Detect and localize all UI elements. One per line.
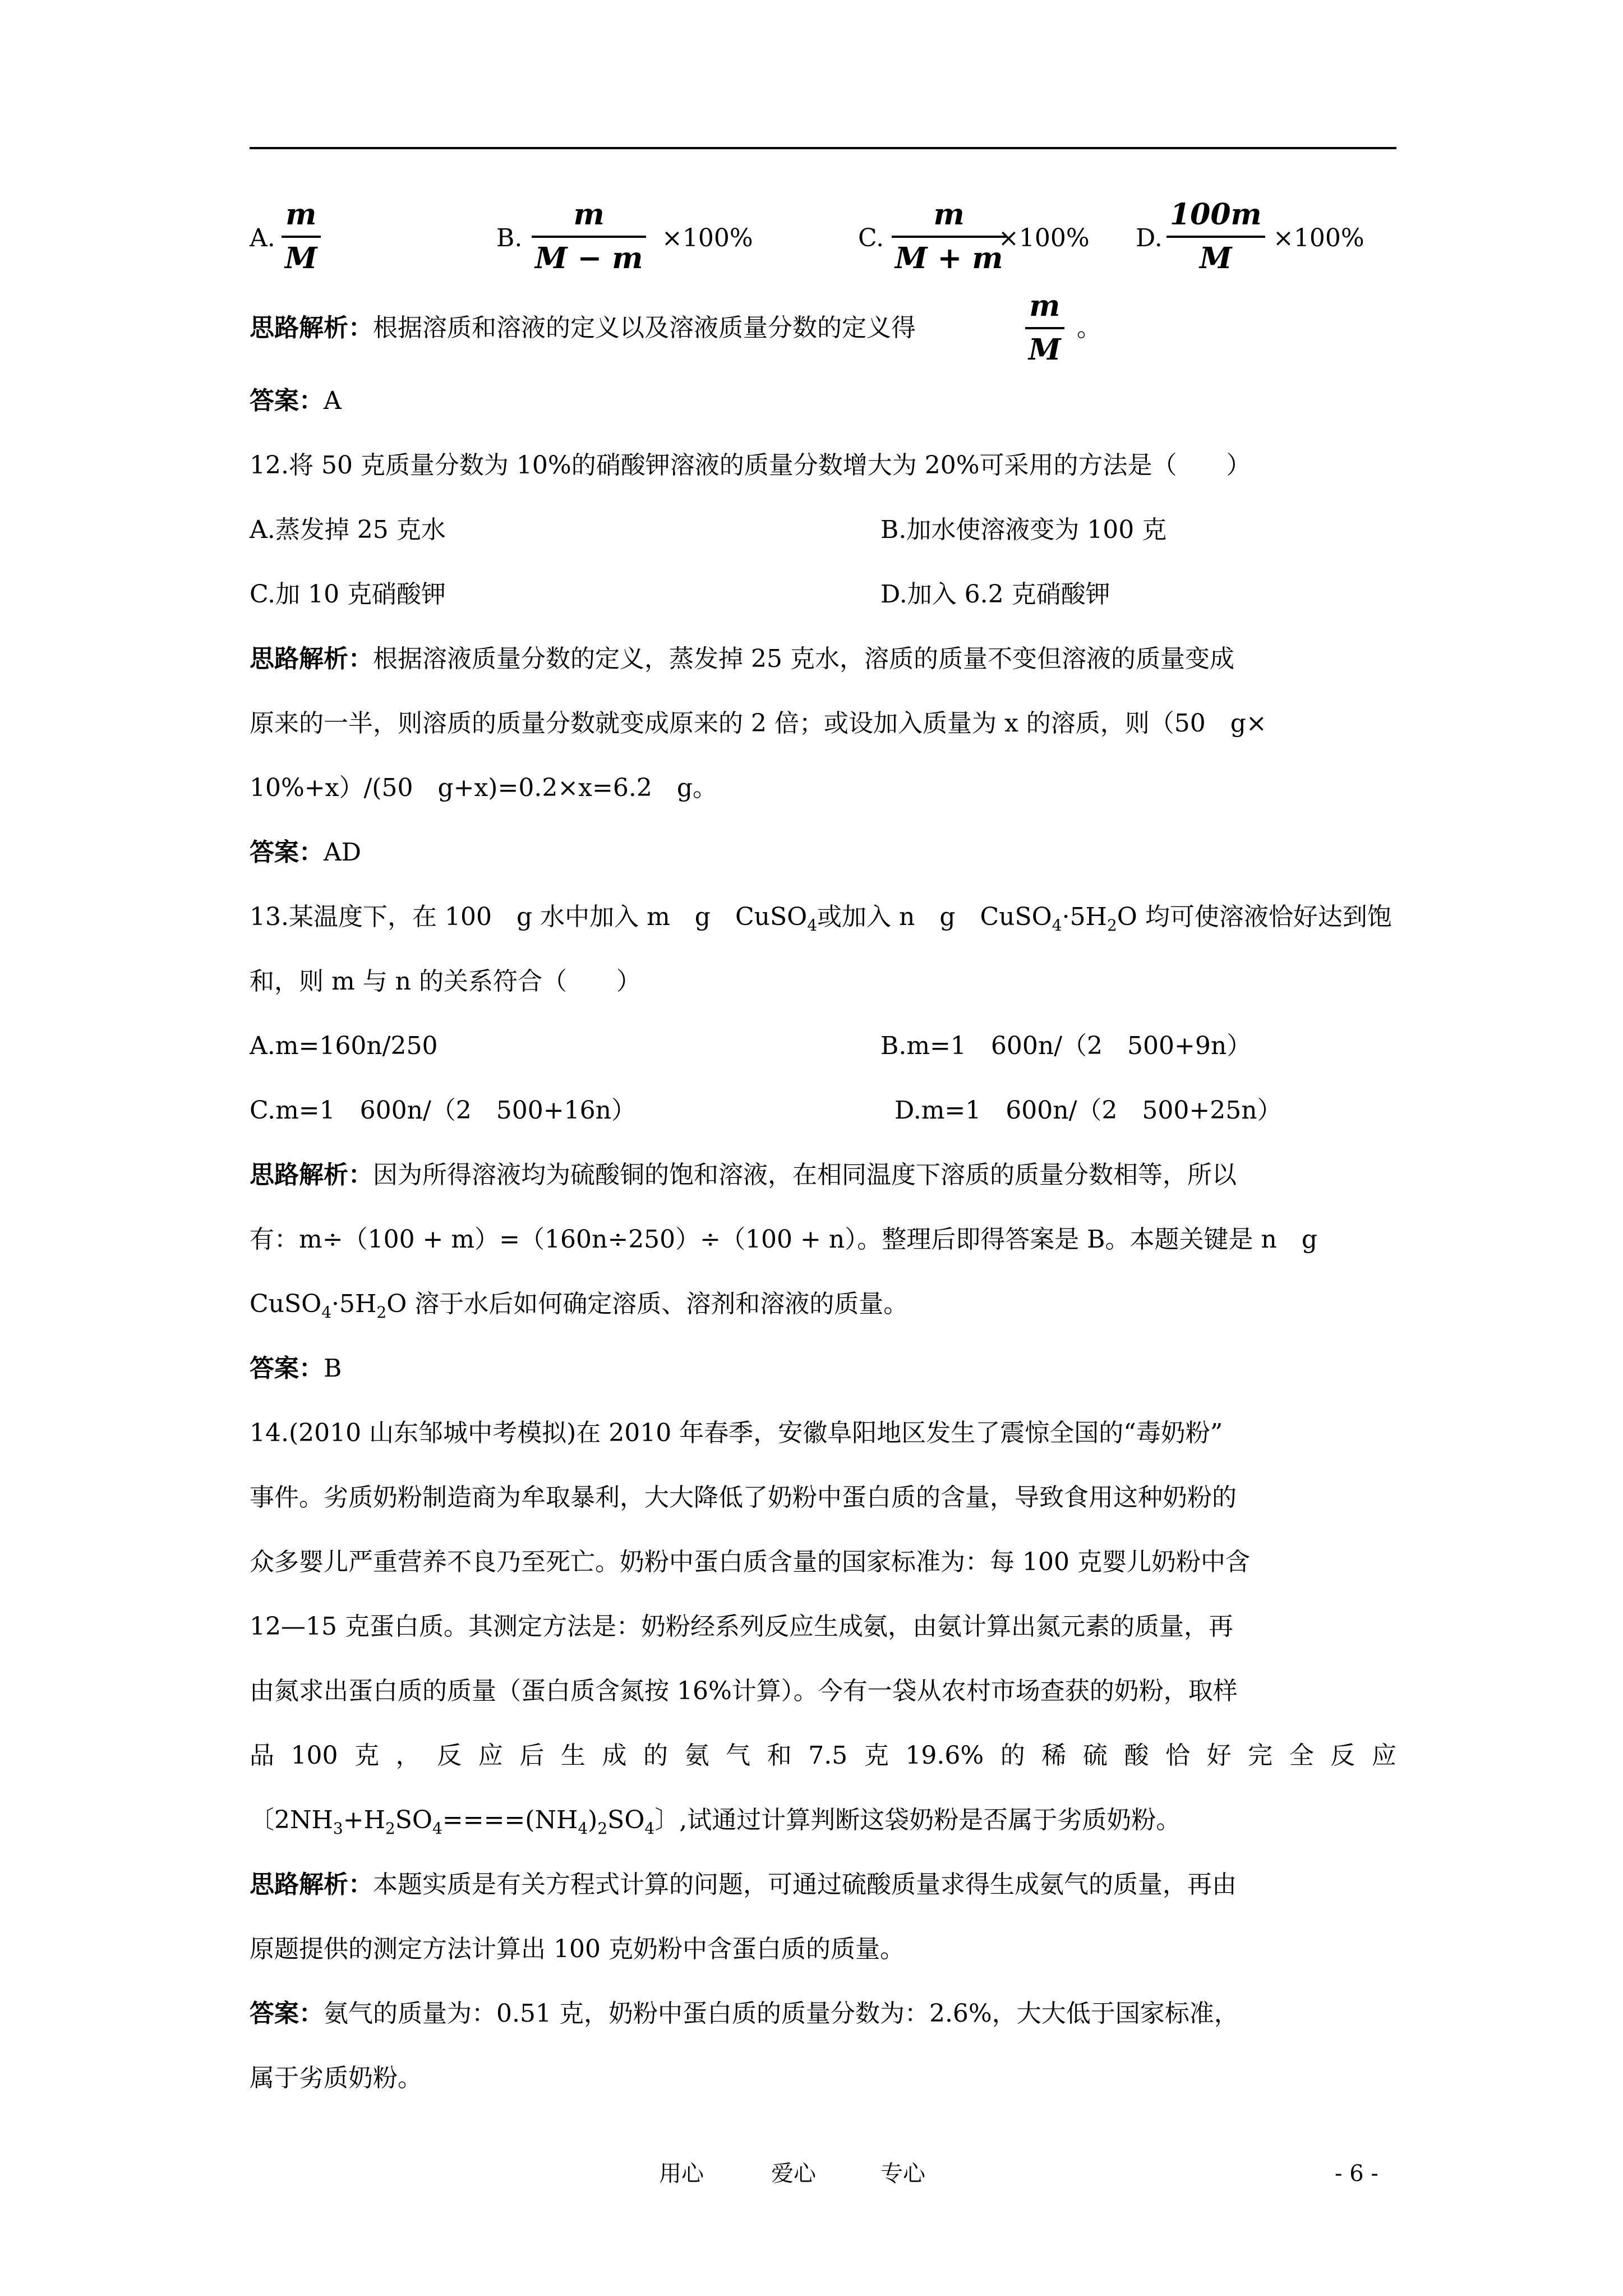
analysis-text: 因为所得溶液均为硫酸铜的饱和溶液，在相同温度下溶质的质量分数相等，所以 (373, 1161, 1237, 1189)
fraction-numerator: m (573, 197, 605, 232)
q12-analysis-line-1 (250, 642, 1234, 676)
justified-word: 成 (602, 1741, 627, 1770)
text-fragment: +H (343, 1806, 385, 1834)
fraction-bar (1025, 327, 1064, 329)
subscript: 2 (1106, 916, 1117, 935)
fraction-numerator: m (285, 197, 317, 232)
justified-word: 酸 (1124, 1741, 1149, 1770)
q12-answer (250, 836, 361, 869)
q12-option-a: A.蒸发掉 25 克水 (250, 516, 446, 544)
justified-word: 硫 (1082, 1741, 1108, 1770)
fraction-denominator: M (1029, 333, 1061, 367)
justified-word: 19.6% (905, 1741, 984, 1770)
analysis-text: 本题实质是有关方程式计算的问题，可通过硫酸质量求得生成氨气的质量，再由 (373, 1870, 1237, 1899)
answer-text: AD (324, 838, 362, 867)
justified-word: 氨 (684, 1741, 709, 1770)
text-fragment: O 溶于水后如何确定溶质、溶剂和溶液的质量。 (386, 1290, 909, 1318)
justified-word: 气 (726, 1741, 751, 1770)
justified-word: 100 (291, 1741, 338, 1770)
q13-question-line-1 (250, 900, 1392, 942)
option-b-fraction (532, 197, 646, 276)
justified-word: 生 (560, 1741, 585, 1770)
text-fragment: ) (588, 1806, 598, 1834)
q13-analysis-line-2: 有：m÷（100 + m）=（160n÷250）÷（100 + n）。整理后即得答案是 B。本题关键是 n g (250, 1225, 1318, 1254)
q14-line-7 (250, 1803, 1181, 1846)
fraction-denominator: M − m (535, 241, 643, 275)
page-number: - 6 - (1335, 2161, 1378, 2187)
text-fragment: ·5H (331, 1290, 377, 1318)
text-fragment: ·5H (1062, 903, 1107, 931)
subscript: 4 (321, 1303, 332, 1322)
fraction-bar (892, 236, 1006, 238)
justified-word: 应 (478, 1741, 503, 1770)
q12-analysis-line-3: 10%+x）/(50 g+x)=0.2×x=6.2 g。 (250, 774, 718, 802)
footer-word-2: 爱心 (771, 2161, 816, 2187)
subscript: 4 (1052, 916, 1062, 935)
subscript: 4 (578, 1819, 588, 1838)
justified-word: 稀 (1041, 1741, 1067, 1770)
header-rule (250, 147, 1396, 149)
q12-option-c: C.加 10 克硝酸钾 (250, 580, 446, 609)
analysis-end: 。 (1077, 314, 1101, 342)
fraction-denominator: M (1200, 241, 1232, 275)
text-fragment: O 均可使溶液恰好达到饱 (1117, 903, 1392, 931)
justified-word: 的 (643, 1741, 668, 1770)
q13-question-line-2: 和，则 m 与 n 的关系符合（ ） (250, 967, 642, 996)
justified-word: 克 (864, 1741, 889, 1770)
answer-label: 答案： (250, 1354, 324, 1383)
q14-line-4: 12—15 克蛋白质。其测定方法是：奶粉经系列反应生成氨，由氨计算出氮元素的质量，再 (250, 1612, 1233, 1641)
q13-option-b: B.m=1 600n/（2 500+9n） (880, 1032, 1252, 1060)
q13-analysis-line-3 (250, 1287, 908, 1329)
option-c-suffix: ×100% (998, 224, 1090, 252)
subscript: 2 (597, 1819, 608, 1838)
footer-word-3: 专心 (880, 2161, 925, 2187)
analysis-label: 思路解析： (250, 645, 373, 673)
subscript: 2 (385, 1819, 395, 1838)
option-a-label: A. (250, 224, 275, 252)
analysis-label: 思路解析： (250, 314, 373, 342)
q14-line-2: 事件。劣质奶粉制造商为牟取暴利，大大降低了奶粉中蛋白质的含量，导致食用这种奶粉的 (250, 1483, 1237, 1512)
option-b-label: B. (496, 224, 523, 252)
text-fragment: 或加入 n g CuSO (817, 903, 1052, 931)
fraction-denominator: M + m (895, 241, 1003, 275)
justified-word: 的 (1000, 1741, 1025, 1770)
q14-analysis-line-2: 原题提供的测定方法计算出 100 克奶粉中含蛋白质的质量。 (250, 1935, 905, 1963)
q14-line-3: 众多婴儿严重营养不良乃至死亡。奶粉中蛋白质含量的国家标准为：每 100 克婴儿奶粉中含 (250, 1548, 1250, 1576)
justified-word: 反 (437, 1741, 462, 1770)
justified-word: 全 (1289, 1741, 1314, 1770)
text-fragment: ====(NH (442, 1806, 578, 1834)
subscript: 3 (333, 1819, 343, 1838)
justified-word: 品 (250, 1741, 274, 1770)
justified-word: 后 (519, 1741, 545, 1770)
subscript: 4 (432, 1819, 442, 1838)
justified-word: 反 (1330, 1741, 1355, 1770)
option-d-suffix: ×100% (1273, 224, 1364, 252)
justified-word: 恰 (1165, 1741, 1190, 1770)
q14-line-5: 由氮求出蛋白质的质量（蛋白质含氮按 16%计算）。今有一袋从农村市场查获的奶粉，取样 (250, 1677, 1238, 1705)
fraction-numerator: m (933, 197, 965, 232)
option-c-fraction (892, 197, 1006, 276)
q11-analysis (250, 311, 916, 345)
q14-answer-line-2: 属于劣质奶粉。 (250, 2064, 422, 2092)
q11-answer (250, 384, 342, 418)
subscript: 4 (807, 916, 818, 935)
fraction-numerator: m (1029, 289, 1061, 323)
option-d-label: D. (1136, 224, 1163, 252)
option-a-fraction (282, 197, 321, 276)
justified-word: 应 (1371, 1741, 1396, 1770)
answer-text: 氨气的质量为：0.51 克，奶粉中蛋白质的质量分数为：2.6%，大大低于国家标准， (324, 1999, 1239, 2028)
q12-question: 12.将 50 克质量分数为 10%的硝酸钾溶液的质量分数增大为 20%可采用的方法是（ ） (250, 451, 1251, 480)
subscript: 2 (376, 1303, 387, 1322)
justified-word: 好 (1206, 1741, 1232, 1770)
q12-analysis-line-2: 原来的一半，则溶质的质量分数就变成原来的 2 倍；或设加入质量为 x 的溶质，则（50 g× (250, 709, 1267, 738)
fraction-bar (1166, 236, 1265, 238)
text-fragment: SO (607, 1806, 645, 1834)
option-d-fraction (1166, 197, 1265, 276)
analysis-text: 根据溶液质量分数的定义，蒸发掉 25 克水，溶质的质量不变但溶液的质量变成 (373, 645, 1234, 673)
q13-answer (250, 1352, 342, 1386)
answer-label: 答案： (250, 1999, 324, 2028)
analysis-text: 根据溶质和溶液的定义以及溶液质量分数的定义得 (373, 314, 916, 342)
q12-option-d: D.加入 6.2 克硝酸钾 (880, 580, 1110, 609)
fraction-denominator: M (285, 241, 317, 275)
q14-line-1: 14.(2010 山东邹城中考模拟)在 2010 年春季，安徽阜阳地区发生了震惊全国的“毒奶粉” (250, 1419, 1223, 1447)
justified-word: 7.5 (808, 1741, 848, 1770)
option-b-suffix: ×100% (662, 224, 753, 252)
q13-option-c: C.m=1 600n/（2 500+16n） (250, 1096, 636, 1125)
fraction-bar (532, 236, 646, 238)
q14-answer-line-1 (250, 1997, 1239, 2031)
text-fragment: 13.某温度下，在 100 g 水中加入 m g CuSO (250, 903, 808, 931)
answer-label: 答案： (250, 838, 324, 867)
q11-analysis-fraction (1025, 289, 1064, 367)
analysis-label: 思路解析： (250, 1161, 373, 1189)
text-fragment: CuSO (250, 1290, 322, 1318)
justified-word: 和 (767, 1741, 792, 1770)
text-fragment: 〕,试通过计算判断这袋奶粉是否属于劣质奶粉。 (654, 1806, 1181, 1834)
subscript: 4 (644, 1819, 655, 1838)
fraction-numerator: 100m (1170, 197, 1262, 232)
answer-text: B (324, 1354, 342, 1383)
text-fragment: 〔2NH (250, 1806, 333, 1834)
q13-option-a: A.m=160n/250 (250, 1032, 438, 1060)
justified-word: ， (395, 1741, 421, 1770)
option-c-label: C. (858, 224, 884, 252)
footer-word-1: 用心 (659, 2161, 704, 2187)
justified-word: 完 (1248, 1741, 1273, 1770)
q13-analysis-line-1 (250, 1158, 1237, 1192)
fraction-bar (282, 236, 321, 238)
q14-line-6 (250, 1739, 1396, 1773)
q14-analysis-line-1 (250, 1868, 1237, 1902)
text-fragment: SO (395, 1806, 432, 1834)
answer-label: 答案： (250, 386, 324, 415)
analysis-label: 思路解析： (250, 1870, 373, 1899)
q12-option-b: B.加水使溶液变为 100 克 (880, 516, 1167, 544)
justified-word: 克 (354, 1741, 380, 1770)
answer-text: A (324, 386, 342, 415)
q13-option-d: D.m=1 600n/（2 500+25n） (895, 1096, 1282, 1125)
